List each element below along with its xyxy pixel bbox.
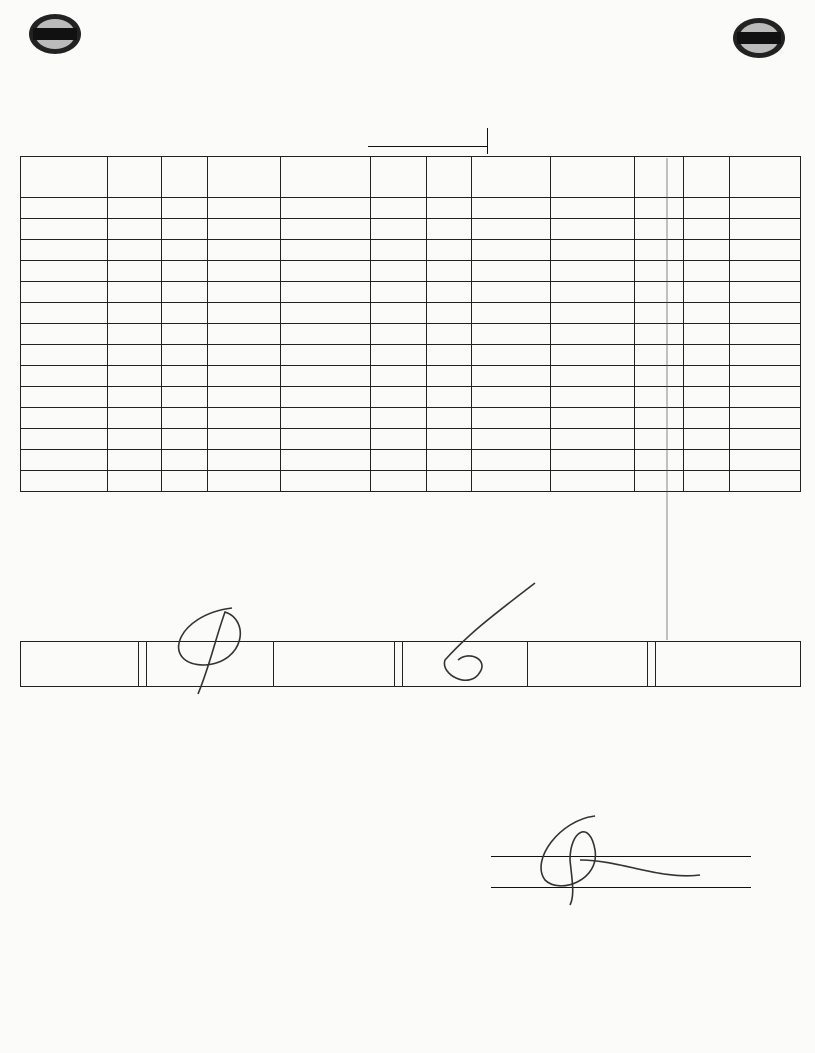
time-start-cell	[371, 345, 427, 366]
time-start-cell	[635, 429, 684, 450]
time-frame-cell	[551, 324, 635, 345]
time-frame-cell	[551, 450, 635, 471]
time-end-cell	[427, 324, 472, 345]
signature-cell	[730, 450, 801, 471]
table-row	[21, 387, 801, 408]
time-end-cell	[162, 429, 208, 450]
time-end-cell	[684, 450, 730, 471]
time-frame-cell	[281, 324, 371, 345]
signature-cell	[730, 240, 801, 261]
time-end-cell	[427, 198, 472, 219]
time-frame-cell	[21, 366, 108, 387]
time-end-cell	[162, 366, 208, 387]
time-end-cell	[162, 408, 208, 429]
signature-cell	[472, 450, 551, 471]
col-header-time-frame-1	[21, 157, 108, 198]
time-frame-cell	[281, 198, 371, 219]
signature-cell	[730, 387, 801, 408]
reviewer-signature-mark	[541, 816, 700, 905]
watch-row	[21, 642, 801, 687]
time-start-cell	[108, 471, 162, 492]
evening-watch-signature	[656, 642, 801, 687]
time-start-cell	[108, 219, 162, 240]
time-end-cell	[427, 429, 472, 450]
col-header-time-end-1	[162, 157, 208, 198]
time-frame-cell	[21, 240, 108, 261]
time-frame-cell	[551, 261, 635, 282]
time-frame-cell	[551, 366, 635, 387]
table-row	[21, 450, 801, 471]
time-end-cell	[684, 324, 730, 345]
time-start-cell	[108, 282, 162, 303]
time-end-cell	[427, 387, 472, 408]
col-header-signature-3	[730, 157, 801, 198]
table-row	[21, 366, 801, 387]
time-start-cell	[108, 303, 162, 324]
signature-cell	[208, 324, 281, 345]
signature-cell	[730, 198, 801, 219]
time-end-cell	[162, 324, 208, 345]
time-frame-cell	[551, 198, 635, 219]
time-end-cell	[427, 261, 472, 282]
time-start-cell	[635, 324, 684, 345]
table-row	[21, 429, 801, 450]
signature-cell	[208, 219, 281, 240]
time-end-cell	[427, 282, 472, 303]
signature-cell	[472, 408, 551, 429]
time-frame-cell	[281, 282, 371, 303]
time-end-cell	[684, 387, 730, 408]
time-frame-cell	[551, 240, 635, 261]
time-end-cell	[684, 429, 730, 450]
time-start-cell	[635, 219, 684, 240]
time-end-cell	[427, 450, 472, 471]
signature-cell	[208, 261, 281, 282]
time-end-cell	[427, 471, 472, 492]
time-start-cell	[108, 429, 162, 450]
time-frame-cell	[21, 345, 108, 366]
time-start-cell	[635, 282, 684, 303]
signature-cell	[208, 387, 281, 408]
time-start-cell	[371, 240, 427, 261]
time-frame-cell	[551, 387, 635, 408]
time-end-cell	[427, 345, 472, 366]
time-start-cell	[108, 198, 162, 219]
captain-line	[491, 887, 751, 888]
time-frame-cell	[21, 261, 108, 282]
col-header-time-frame-3	[551, 157, 635, 198]
time-frame-cell	[281, 345, 371, 366]
time-start-cell	[108, 450, 162, 471]
time-end-cell	[684, 471, 730, 492]
table-row	[21, 303, 801, 324]
time-frame-cell	[281, 408, 371, 429]
signature-cell	[472, 219, 551, 240]
time-start-cell	[371, 450, 427, 471]
time-end-cell	[162, 282, 208, 303]
signature-cell	[208, 408, 281, 429]
time-start-cell	[108, 240, 162, 261]
signature-cell	[730, 219, 801, 240]
time-start-cell	[371, 303, 427, 324]
signature-cell	[730, 303, 801, 324]
time-frame-cell	[21, 450, 108, 471]
time-end-cell	[684, 282, 730, 303]
time-frame-cell	[21, 408, 108, 429]
time-frame-cell	[21, 282, 108, 303]
signature-cell	[208, 240, 281, 261]
col-header-time-end-3	[684, 157, 730, 198]
time-start-cell	[371, 282, 427, 303]
time-end-cell	[427, 219, 472, 240]
time-start-cell	[371, 366, 427, 387]
time-end-cell	[162, 450, 208, 471]
signature-cell	[472, 303, 551, 324]
logo-right	[716, 14, 802, 62]
signature-cell	[730, 429, 801, 450]
time-start-cell	[371, 387, 427, 408]
signature-cell	[472, 429, 551, 450]
time-start-cell	[108, 408, 162, 429]
time-start-cell	[108, 345, 162, 366]
signature-cell	[472, 324, 551, 345]
time-frame-cell	[21, 198, 108, 219]
time-frame-cell	[551, 429, 635, 450]
time-start-cell	[371, 471, 427, 492]
table-row	[21, 240, 801, 261]
time-start-cell	[635, 240, 684, 261]
time-start-cell	[371, 324, 427, 345]
check-table	[20, 156, 801, 492]
time-frame-cell	[281, 303, 371, 324]
time-frame-cell	[281, 240, 371, 261]
time-frame-cell	[21, 303, 108, 324]
signature-cell	[208, 345, 281, 366]
time-frame-cell	[281, 261, 371, 282]
time-start-cell	[371, 408, 427, 429]
signature-cell	[472, 282, 551, 303]
time-frame-cell	[21, 387, 108, 408]
time-end-cell	[684, 240, 730, 261]
time-frame-cell	[551, 408, 635, 429]
morning-watch-label	[21, 642, 139, 687]
signature-cell	[208, 471, 281, 492]
time-end-cell	[684, 261, 730, 282]
time-frame-cell	[281, 471, 371, 492]
time-end-cell	[427, 366, 472, 387]
time-end-cell	[684, 198, 730, 219]
signature-cell	[208, 282, 281, 303]
time-end-cell	[162, 471, 208, 492]
time-start-cell	[108, 366, 162, 387]
col-header-time-end-2	[427, 157, 472, 198]
signature-cell	[208, 198, 281, 219]
time-end-cell	[684, 345, 730, 366]
time-frame-cell	[21, 324, 108, 345]
time-frame-cell	[551, 303, 635, 324]
day-watch-gap	[395, 642, 403, 687]
time-start-cell	[108, 387, 162, 408]
time-start-cell	[371, 261, 427, 282]
shu-badge-icon	[731, 16, 787, 60]
table-row	[21, 219, 801, 240]
time-frame-cell	[551, 471, 635, 492]
signature-cell	[730, 345, 801, 366]
table-row	[21, 471, 801, 492]
col-header-time-start-1	[108, 157, 162, 198]
col-header-signature-2	[472, 157, 551, 198]
col-header-time-start-2	[371, 157, 427, 198]
evening-watch-label	[528, 642, 648, 687]
table-row	[21, 282, 801, 303]
reviewed-by-line	[491, 856, 751, 857]
time-end-cell	[684, 219, 730, 240]
time-end-cell	[427, 240, 472, 261]
time-frame-cell	[281, 450, 371, 471]
time-start-cell	[635, 303, 684, 324]
time-end-cell	[162, 198, 208, 219]
time-end-cell	[162, 387, 208, 408]
time-frame-cell	[551, 345, 635, 366]
time-frame-cell	[281, 429, 371, 450]
signature-cell	[472, 345, 551, 366]
time-frame-cell	[21, 429, 108, 450]
date-underline	[368, 146, 488, 147]
time-start-cell	[635, 450, 684, 471]
signature-cell	[208, 303, 281, 324]
time-frame-cell	[551, 219, 635, 240]
time-end-cell	[427, 408, 472, 429]
time-start-cell	[635, 408, 684, 429]
table-row	[21, 198, 801, 219]
time-frame-cell	[21, 219, 108, 240]
signature-cell	[730, 324, 801, 345]
signature-cell	[730, 471, 801, 492]
time-end-cell	[162, 261, 208, 282]
shu-badge-icon	[27, 12, 83, 56]
day-watch-label	[274, 642, 395, 687]
morning-watch-gap	[139, 642, 147, 687]
signature-cell	[730, 282, 801, 303]
time-start-cell	[371, 219, 427, 240]
time-start-cell	[108, 261, 162, 282]
time-end-cell	[427, 303, 472, 324]
signature-cell	[472, 261, 551, 282]
evening-watch-gap	[648, 642, 656, 687]
time-start-cell	[635, 387, 684, 408]
table-row	[21, 324, 801, 345]
time-start-cell	[635, 198, 684, 219]
table-row	[21, 408, 801, 429]
time-start-cell	[371, 198, 427, 219]
time-frame-cell	[551, 282, 635, 303]
signature-cell	[208, 429, 281, 450]
time-end-cell	[162, 240, 208, 261]
time-end-cell	[162, 303, 208, 324]
time-start-cell	[635, 471, 684, 492]
morning-watch-signature	[147, 642, 274, 687]
day-watch-signature	[403, 642, 528, 687]
col-header-time-start-3	[635, 157, 684, 198]
date-divider	[487, 128, 488, 154]
header-row	[21, 157, 801, 198]
time-end-cell	[684, 366, 730, 387]
time-end-cell	[684, 303, 730, 324]
signature-cell	[472, 387, 551, 408]
time-end-cell	[684, 408, 730, 429]
table-row	[21, 261, 801, 282]
time-end-cell	[162, 345, 208, 366]
time-start-cell	[371, 429, 427, 450]
time-start-cell	[635, 366, 684, 387]
time-start-cell	[635, 345, 684, 366]
signature-cell	[730, 408, 801, 429]
time-frame-cell	[21, 471, 108, 492]
table-row	[21, 345, 801, 366]
check-table-body	[21, 198, 801, 492]
signature-cell	[472, 240, 551, 261]
signature-cell	[730, 261, 801, 282]
signature-cell	[208, 366, 281, 387]
time-frame-cell	[281, 387, 371, 408]
time-start-cell	[108, 324, 162, 345]
signature-cell	[472, 366, 551, 387]
watch-signature-table	[20, 641, 801, 687]
time-frame-cell	[281, 366, 371, 387]
signature-cell	[730, 366, 801, 387]
col-header-signature-1	[208, 157, 281, 198]
signature-cell	[208, 450, 281, 471]
signature-cell	[472, 198, 551, 219]
col-header-time-frame-2	[281, 157, 371, 198]
signature-cell	[472, 471, 551, 492]
time-frame-cell	[281, 219, 371, 240]
time-end-cell	[162, 219, 208, 240]
logo-left	[12, 10, 98, 58]
time-start-cell	[635, 261, 684, 282]
